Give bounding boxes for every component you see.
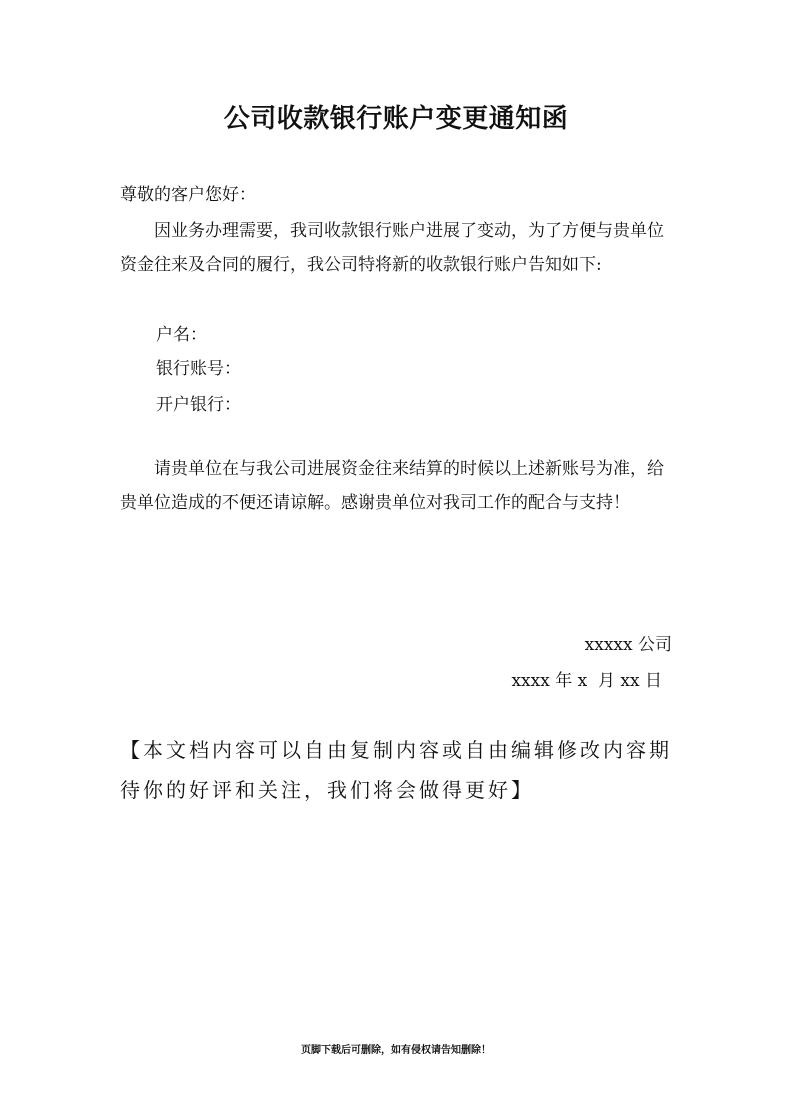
bank-field: 开户银行： (156, 395, 241, 415)
document-title: 公司收款银行账户变更通知函 (223, 104, 569, 134)
account-name-field: 户名： (156, 325, 207, 345)
intro-paragraph: 因业务办理需要，我司收款银行账户进展了变动，为了方便与贵单位资金往来及合同的履行，我公司特将新的收款银行账户告知如下: (120, 221, 664, 275)
signature-company: xxxxx 公司 (584, 635, 672, 655)
page-footer: 页脚下载后可删除，如有侵权请告知删除！ (301, 1045, 491, 1056)
signature-date: xxxx 年 x 月 xx 日 (511, 671, 662, 691)
greeting: 尊敬的客户您好： (120, 185, 256, 205)
editable-notice: 【本文档内容可以自由复制内容或自由编辑修改内容期待你的好评和关注，我们将会做得更好】 (120, 738, 672, 802)
account-number-field: 银行账号： (156, 359, 241, 379)
closing-paragraph: 请贵单位在与我公司进展资金往来结算的时候以上述新账号为准，给贵单位造成的不便还请谅解。感谢贵单位对我司工作的配合与支持！ (120, 459, 664, 513)
